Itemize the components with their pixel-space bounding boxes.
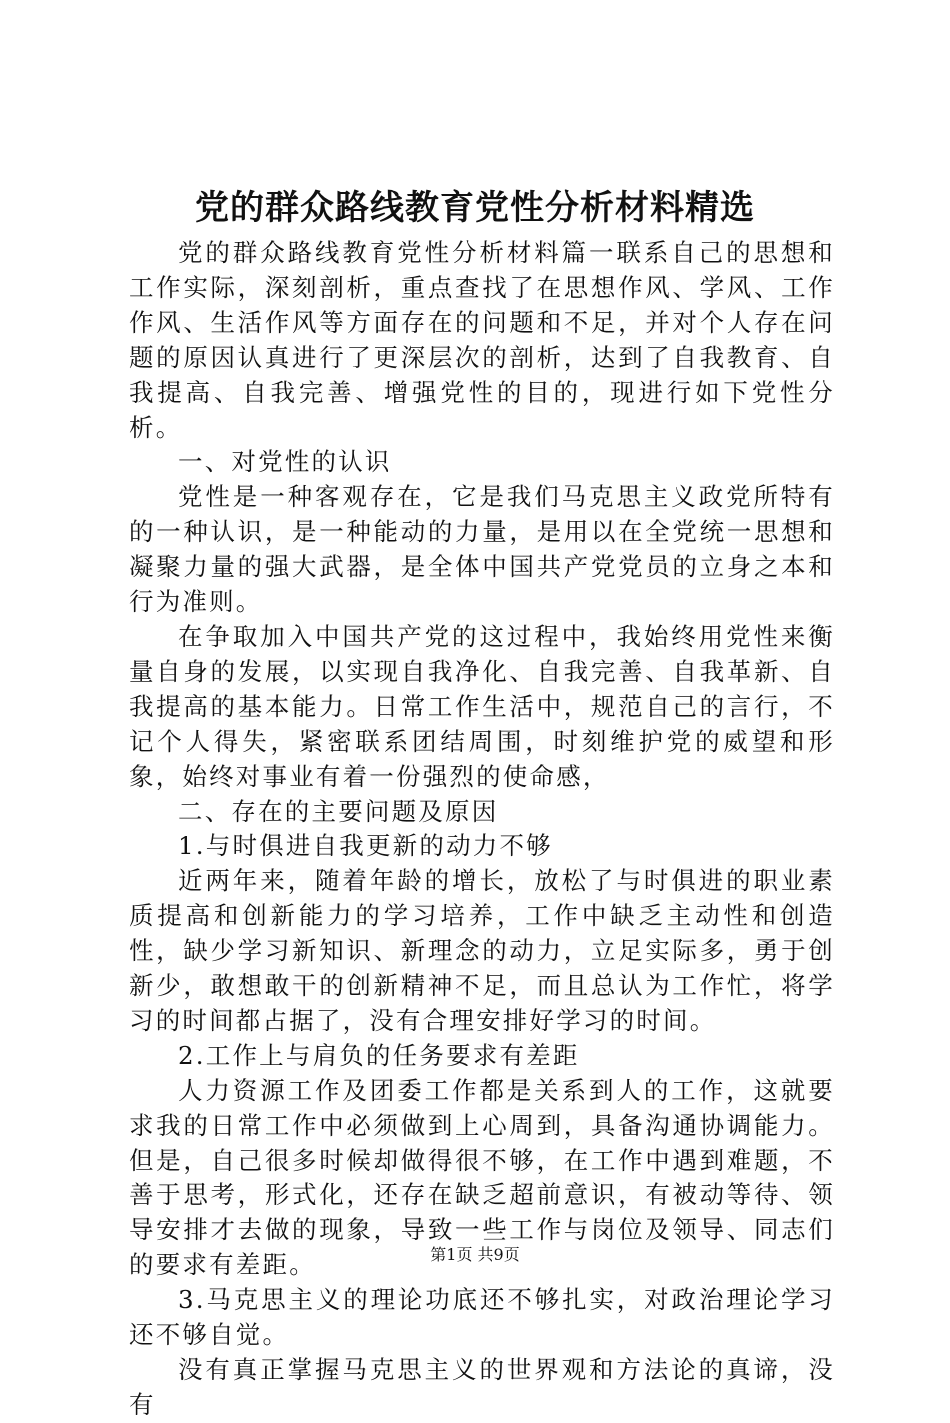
subheading-3: 3.马克思主义的理论功底还不够扎实，对政治理论学习还不够自觉。 [129, 1285, 835, 1350]
paragraph: 党性是一种客观存在，它是我们马克思主义政党所特有的一种认识，是一种能动的力量，是用以在全党统一思想和凝聚力量的强大武器，是全体中国共产党党员的立身之本和行为准则。 [129, 482, 835, 617]
paragraph: 在争取加入中国共产党的这过程中，我始终用党性来衡量自身的发展，以实现自我净化、自我完善、自我革新、自我提高的基本能力。日常工作生活中，规范自己的言行，不记个人得失，紧密联系团结周围，时刻维护党的威望和形象，始终对事业有着一份强烈的使命感， [129, 621, 835, 791]
subheading-1: 1.与时俱进自我更新的动力不够 [178, 831, 553, 861]
page-footer [0, 1244, 950, 1266]
paragraph: 近两年来，随着年龄的增长，放松了与时俱进的职业素质提高和创新能力的学习培养，工作中缺乏主动性和创造性，缺少学习新知识、新理念的动力，立足实际多，勇于创新少，敢想敢干的创新精神不足，而且总认为工作忙，将学习的时间都占据了，没有合理安排好学习的时间。 [129, 866, 835, 1035]
subheading-2: 2.工作上与肩负的任务要求有差距 [178, 1040, 580, 1070]
section-heading-2: 二、存在的主要问题及原因 [178, 796, 499, 826]
paragraph: 人力资源工作及团委工作都是关系到人的工作，这就要求我的日常工作中必须做到上心周到，具备沟通协调能力。但是，自己很多时候却做得很不够，在工作中遇到难题，不善于思考，形式化，还存在缺乏超前意识，有被动等待、领导安排才去做的现象，导致一些工作与岗位及领导、同志们的要求有差距。 [129, 1075, 835, 1280]
section-heading-1: 一、对党性的认识 [178, 447, 392, 477]
paragraph: 没有真正掌握马克思主义的世界观和方法论的真谛，没有 [129, 1355, 835, 1419]
paragraph-intro: 党的群众路线教育党性分析材料篇一联系自己的思想和工作实际，深刻剖析，重点查找了在思想作风、学风、工作作风、生活作风等方面存在的问题和不足，并对个人存在问题的原因认真进行了更深层次的剖析，达到了自我教育、自我提高、自我完善、增强党性的目的，现进行如下党性分析。 [129, 238, 835, 442]
document-title: 党的群众路线教育党性分析材料精选 [195, 188, 755, 228]
page-number: 第1页 共9页 [430, 1245, 520, 1264]
